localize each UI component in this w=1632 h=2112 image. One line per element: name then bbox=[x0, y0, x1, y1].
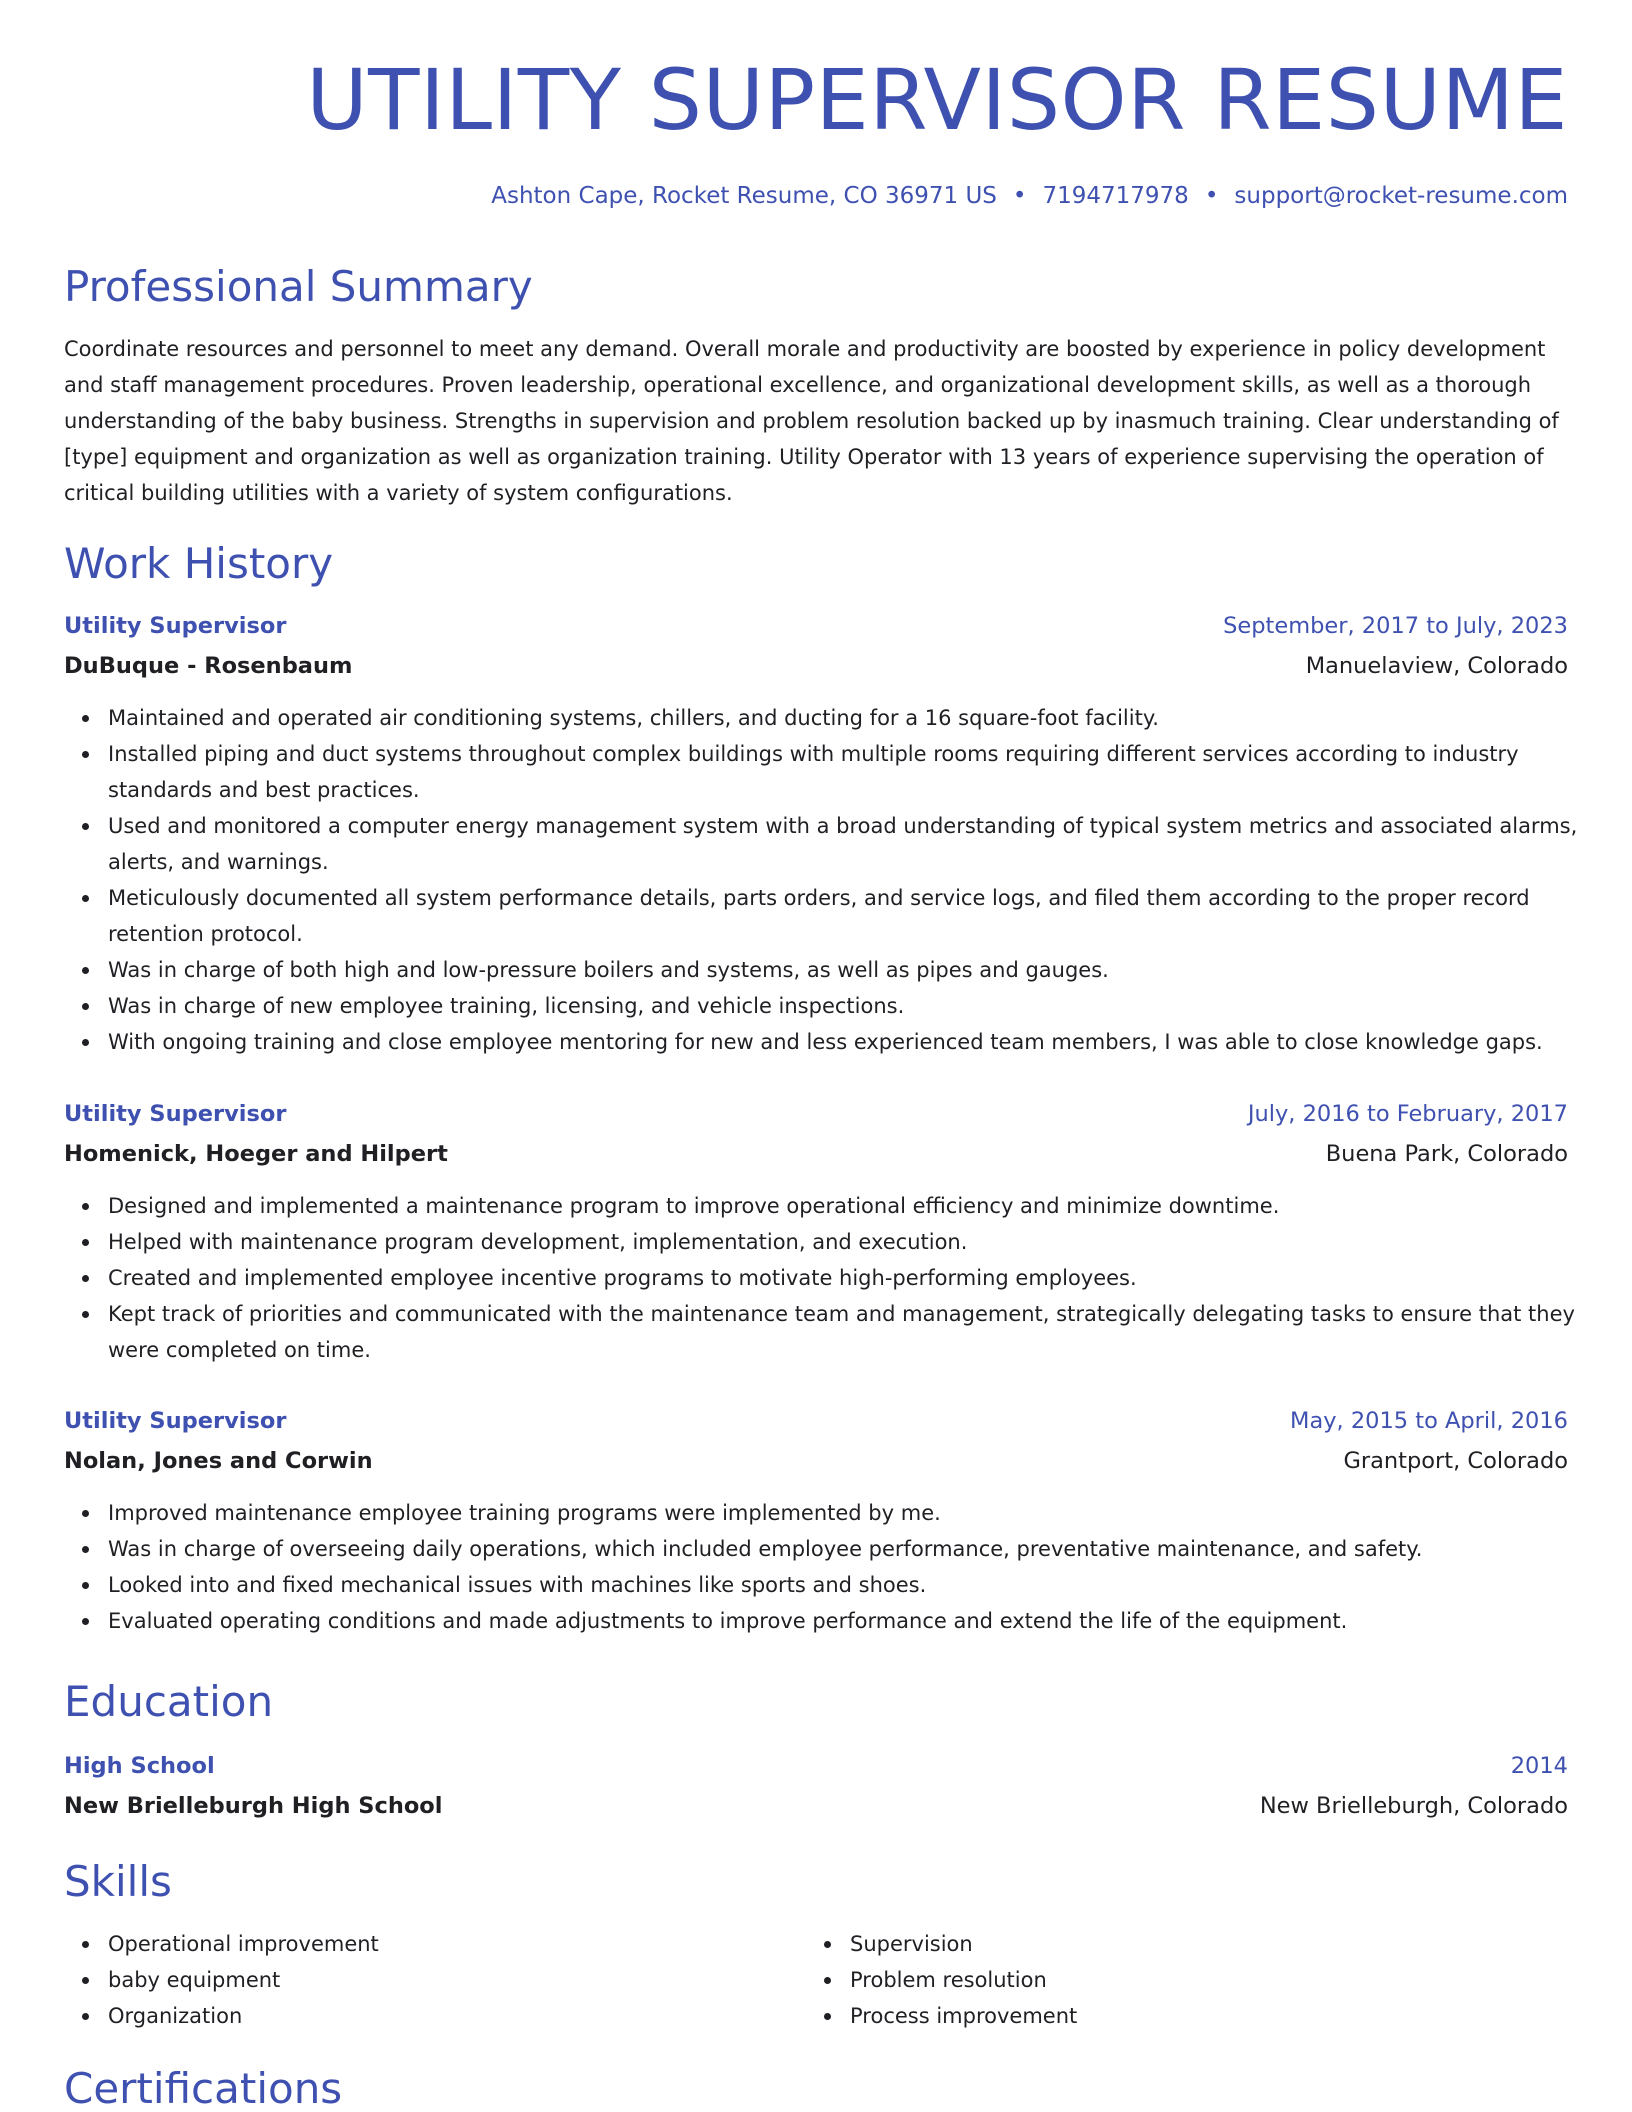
job-header bbox=[64, 608, 1568, 644]
list-item: Supervision bbox=[850, 1926, 1550, 1962]
list-item: Was in charge of new employee training, licensing, and vehicle inspections. bbox=[108, 988, 1618, 1024]
job-location: Manuelaview, Colorado bbox=[1305, 653, 1568, 679]
job-header bbox=[64, 1403, 1568, 1439]
section-heading-certifications: Certifications bbox=[64, 2064, 343, 2112]
section-heading-work: Work History bbox=[64, 539, 334, 588]
list-item: Evaluated operating conditions and made adjustments to improve performance and extend the life of the equipment. bbox=[108, 1603, 1618, 1639]
job-dates: July, 2016 to February, 2017 bbox=[1247, 1101, 1568, 1127]
list-item: Kept track of priorities and communicated with the maintenance team and management, strategically delegating tasks to ensure that they were completed on time. bbox=[108, 1296, 1618, 1368]
list-item: Helped with maintenance program development, implementation, and execution. bbox=[108, 1224, 1618, 1260]
list-item: Operational improvement bbox=[108, 1926, 808, 1962]
education-location: New Brielleburgh, Colorado bbox=[1259, 1793, 1568, 1819]
education-degree: High School bbox=[64, 1753, 215, 1779]
list-item: Was in charge of overseeing daily operations, which included employee performance, preventative maintenance, and safety. bbox=[108, 1531, 1618, 1567]
list-item: With ongoing training and close employee mentoring for new and less experienced team members, I was able to close knowledge gaps. bbox=[108, 1024, 1618, 1060]
job-company-row bbox=[64, 1136, 1568, 1172]
job-company: DuBuque - Rosenbaum bbox=[64, 653, 353, 679]
job-bullets bbox=[64, 700, 1618, 1060]
job-title: Utility Supervisor bbox=[64, 1408, 287, 1434]
job-bullets bbox=[64, 1188, 1618, 1368]
list-item: Designed and implemented a maintenance program to improve operational efficiency and minimize downtime. bbox=[108, 1188, 1618, 1224]
job-location: Buena Park, Colorado bbox=[1325, 1141, 1568, 1167]
education-header bbox=[64, 1748, 1568, 1784]
contact-email: support@rocket-resume.com bbox=[1234, 183, 1568, 209]
list-item: Maintained and operated air conditioning systems, chillers, and ducting for a 16 square-foot facility. bbox=[108, 700, 1618, 736]
job-bullets bbox=[64, 1495, 1618, 1639]
contact-line bbox=[64, 180, 1568, 212]
job-dates: May, 2015 to April, 2016 bbox=[1290, 1408, 1568, 1434]
job-title: Utility Supervisor bbox=[64, 1101, 287, 1127]
list-item: Improved maintenance employee training programs were implemented by me. bbox=[108, 1495, 1618, 1531]
job-company: Nolan, Jones and Corwin bbox=[64, 1448, 373, 1474]
job-company-row bbox=[64, 1443, 1568, 1479]
list-item: Created and implemented employee incentive programs to motivate high-performing employees. bbox=[108, 1260, 1618, 1296]
education-school: New Brielleburgh High School bbox=[64, 1793, 443, 1819]
list-item: baby equipment bbox=[108, 1962, 808, 1998]
education-year: 2014 bbox=[1510, 1753, 1568, 1779]
job-location: Grantport, Colorado bbox=[1343, 1448, 1568, 1474]
resume-title: UTILITY SUPERVISOR RESUME bbox=[306, 51, 1568, 149]
list-item: Problem resolution bbox=[850, 1962, 1550, 1998]
job-title: Utility Supervisor bbox=[64, 613, 287, 639]
job-dates: September, 2017 to July, 2023 bbox=[1223, 613, 1568, 639]
list-item: Was in charge of both high and low-pressure boilers and systems, as well as pipes and gauges. bbox=[108, 952, 1618, 988]
section-heading-education: Education bbox=[64, 1677, 274, 1726]
contact-phone: 7194717978 bbox=[1042, 183, 1189, 209]
section-heading-skills: Skills bbox=[64, 1857, 172, 1906]
skills-list-right bbox=[806, 1926, 1550, 2034]
job-header bbox=[64, 1096, 1568, 1132]
education-school-row bbox=[64, 1788, 1568, 1824]
list-item: Process improvement bbox=[850, 1998, 1550, 2034]
job-company-row bbox=[64, 648, 1568, 684]
list-item: Looked into and fixed mechanical issues with machines like sports and shoes. bbox=[108, 1567, 1618, 1603]
section-heading-summary: Professional Summary bbox=[64, 262, 533, 311]
contact-address: Ashton Cape, Rocket Resume, CO 36971 US bbox=[491, 183, 997, 209]
contact-separator: • bbox=[1204, 183, 1219, 209]
skills-list-left bbox=[64, 1926, 808, 2034]
summary-text: Coordinate resources and personnel to meet any demand. Overall morale and productivity are boosted by experience in policy development and staff management procedures. Proven leadership, operational excellence, and organizational development skills, as well as a thorough understanding of the baby business. Strengths in supervision and problem resolution backed up by inasmuch training. Clear understanding of [type] equipment and organization as well as organization training. Utility Operator with 13 years of experience supervising the operation of critical building utilities with a variety of system configurations. bbox=[64, 337, 1559, 505]
list-item: Installed piping and duct systems throughout complex buildings with multiple rooms requiring different services according to industry standards and best practices. bbox=[108, 736, 1618, 808]
list-item: Organization bbox=[108, 1998, 808, 2034]
job-company: Homenick, Hoeger and Hilpert bbox=[64, 1141, 448, 1167]
list-item: Used and monitored a computer energy management system with a broad understanding of typical system metrics and associated alarms, alerts, and warnings. bbox=[108, 808, 1618, 880]
contact-separator: • bbox=[1012, 183, 1027, 209]
list-item: Meticulously documented all system performance details, parts orders, and service logs, and filed them according to the proper record retention protocol. bbox=[108, 880, 1618, 952]
